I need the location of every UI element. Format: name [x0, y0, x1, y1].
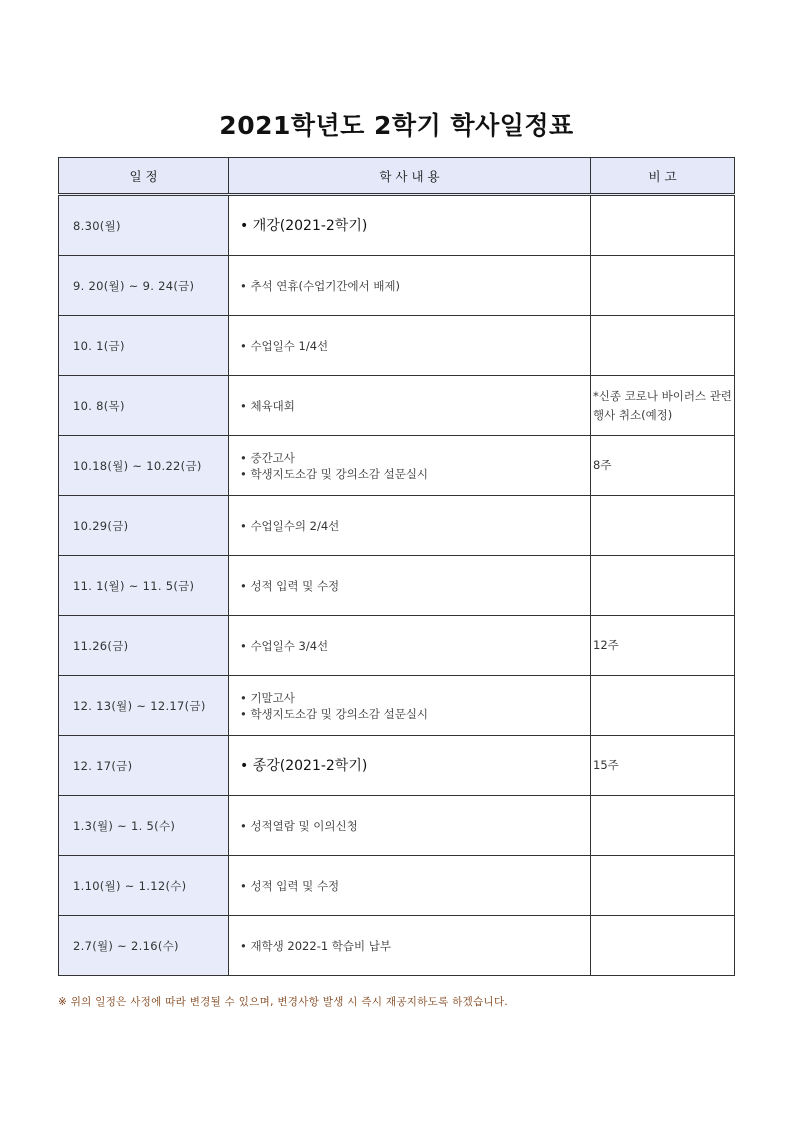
table-row: [59, 616, 735, 676]
header-note: 비 고: [591, 158, 735, 195]
schedule-note: 8주: [591, 436, 735, 496]
schedule-date: 10. 8(목): [59, 376, 229, 436]
schedule-item: • 추석 연휴(수업기간에서 배제): [240, 278, 401, 293]
schedule-date: 10.29(금): [59, 496, 229, 556]
schedule-item: • 성적 입력 및 수정: [240, 578, 340, 593]
schedule-item: • 재학생 2022-1 학습비 납부: [240, 938, 392, 953]
table-row: [59, 316, 735, 376]
table-row: [59, 916, 735, 976]
schedule-note: [591, 856, 735, 916]
schedule-date: 12. 17(금): [59, 736, 229, 796]
schedule-note: [591, 916, 735, 976]
schedule-note: [591, 676, 735, 736]
footnote: ※ 위의 일정은 사정에 따라 변경될 수 있으며, 변경사항 발생 시 즉시 재공지하도록 하겠습니다.: [58, 996, 509, 1008]
schedule-table: [58, 157, 735, 976]
schedule-note: [591, 316, 735, 376]
schedule-item: • 중간고사: [240, 450, 295, 465]
schedule-item: • 학생지도소감 및 강의소감 설문실시: [240, 706, 429, 721]
schedule-item: • 수업일수 3/4선: [240, 638, 329, 653]
schedule-content: [229, 916, 591, 976]
table-row: [59, 496, 735, 556]
table-row: [59, 376, 735, 436]
schedule-note: [591, 556, 735, 616]
schedule-content: [229, 436, 591, 496]
schedule-note: [591, 256, 735, 316]
table-row: [59, 736, 735, 796]
header-content: 학 사 내 용: [229, 158, 591, 195]
table-row: [59, 676, 735, 736]
schedule-note: [591, 496, 735, 556]
schedule-content: [229, 796, 591, 856]
schedule-content: [229, 736, 591, 796]
schedule-content: [229, 556, 591, 616]
schedule-item: • 개강(2021-2학기): [240, 217, 368, 234]
schedule-note: *신종 코로나 바이러스 관련 행사 취소(예정): [591, 376, 735, 436]
schedule-note: [591, 796, 735, 856]
schedule-item: • 수업일수의 2/4선: [240, 518, 340, 533]
schedule-date: 12. 13(월) ~ 12.17(금): [59, 676, 229, 736]
schedule-content: [229, 376, 591, 436]
schedule-date: 2.7(월) ~ 2.16(수): [59, 916, 229, 976]
table-header-row: [59, 158, 735, 195]
schedule-item: • 성적 입력 및 수정: [240, 878, 340, 893]
table-row: [59, 436, 735, 496]
schedule-date: 10.18(월) ~ 10.22(금): [59, 436, 229, 496]
page-title: 2021학년도 2학기 학사일정표: [219, 111, 574, 140]
schedule-item: • 학생지도소감 및 강의소감 설문실시: [240, 466, 429, 481]
schedule-date: 1.3(월) ~ 1. 5(수): [59, 796, 229, 856]
schedule-date: 11.26(금): [59, 616, 229, 676]
schedule-note: 12주: [591, 616, 735, 676]
schedule-content: [229, 496, 591, 556]
schedule-content: [229, 316, 591, 376]
schedule-note: [591, 195, 735, 256]
schedule-date: 1.10(월) ~ 1.12(수): [59, 856, 229, 916]
table-row: [59, 195, 735, 256]
schedule-date: 11. 1(월) ~ 11. 5(금): [59, 556, 229, 616]
schedule-item: • 체육대회: [240, 398, 295, 413]
table-row: [59, 556, 735, 616]
schedule-item: • 기말고사: [240, 690, 295, 705]
schedule-date: 9. 20(월) ~ 9. 24(금): [59, 256, 229, 316]
header-date: 일 정: [59, 158, 229, 195]
schedule-content: [229, 195, 591, 256]
schedule-content: [229, 616, 591, 676]
schedule-item: • 종강(2021-2학기): [240, 757, 368, 774]
table-row: [59, 856, 735, 916]
schedule-item: • 수업일수 1/4선: [240, 338, 329, 353]
schedule-date: 8.30(월): [59, 195, 229, 256]
schedule-content: [229, 676, 591, 736]
schedule-item: • 성적열람 및 이의신청: [240, 818, 358, 833]
schedule-content: [229, 256, 591, 316]
schedule-content: [229, 856, 591, 916]
schedule-date: 10. 1(금): [59, 316, 229, 376]
schedule-note: 15주: [591, 736, 735, 796]
schedule-rows: [59, 195, 735, 976]
table-row: [59, 796, 735, 856]
table-row: [59, 256, 735, 316]
